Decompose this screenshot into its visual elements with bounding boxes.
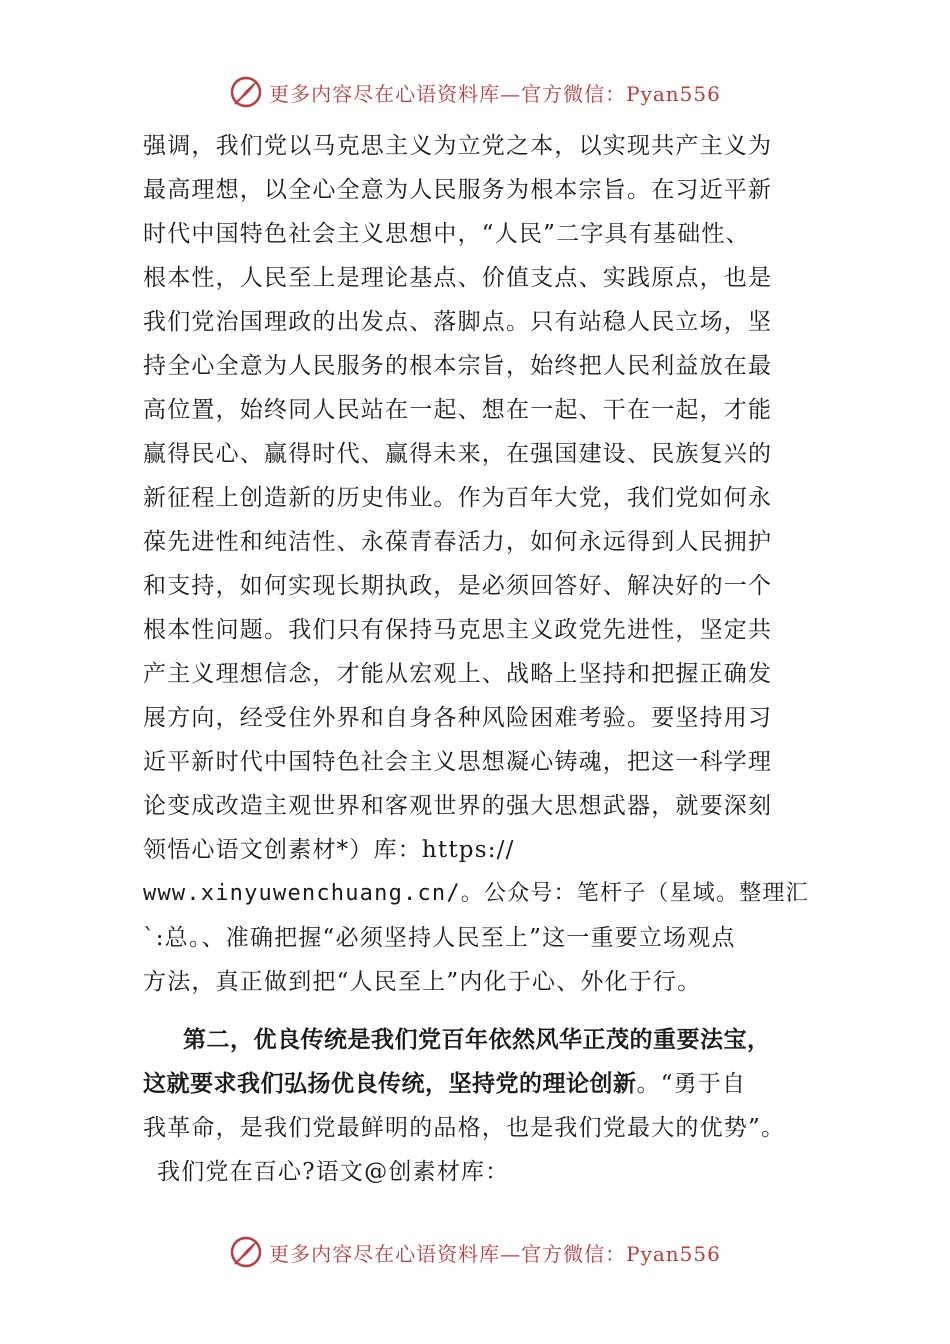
watermark-url-line: www.xinyuwenchuang.cn/。公众号：笔杆子（星域。整理汇 [143, 881, 809, 906]
text-line: 和支持，如何实现长期执政，是必须回答好、解决好的一个 [143, 573, 773, 599]
mixed-line [143, 1062, 823, 1106]
document-body [143, 124, 823, 1194]
text-line: 新征程上创造新的历史伟业。作为百年大党，我们党如何永 [143, 485, 773, 511]
text-line: 方法，真正做到把“人民至上”内化于心、外化于行。 [143, 969, 702, 995]
text-line: 根本性，人民至上是理论基点、价值支点、实践原点，也是 [143, 265, 773, 291]
text-line: 高位置，始终同人民站在一起、想在一起、干在一起，才能 [143, 397, 773, 423]
text-line: 产主义理想信念，才能从宏观上、战略上坚持和把握正确发 [143, 661, 773, 687]
text-line: 展方向，经受住外界和自身各种风险困难考验。要坚持用习 [143, 705, 773, 731]
header-banner [0, 70, 950, 114]
text-line: 近平新时代中国特色社会主义思想凝心铸魂，把这一科学理 [143, 749, 773, 775]
paragraph-1 [143, 124, 823, 1004]
paragraph-2 [143, 1018, 823, 1194]
text-line: 最高理想，以全心全意为人民服务为根本宗旨。在习近平新 [143, 177, 773, 203]
banner-text: 更多内容尽在心语资料库—官方微信：Pyan556 [269, 81, 721, 106]
bold-heading-line: 第二，优良传统是我们党百年依然风华正茂的重要法宝， [183, 1027, 771, 1053]
text-line: 时代中国特色社会主义思想中，“人民”二字具有基础性、 [143, 221, 750, 247]
text-line: 葆先进性和纯洁性、永葆青春活力，如何永远得到人民拥护 [143, 529, 773, 555]
text-line: `:总。、准确把握“必须坚持人民至上”这一重要立场观点 [143, 925, 736, 951]
bold-heading-text: 这就要求我们弘扬优良传统，坚持党的理论创新 [143, 1071, 637, 1097]
quote-start-text: 。“勇于自 [636, 1071, 747, 1097]
text-line: 赢得民心、赢得时代、赢得未来，在强国建设、民族复兴的 [143, 441, 773, 467]
text-line: 论变成改造主观世界和客观世界的强大思想武器，就要深刻 [143, 793, 773, 819]
text-line: 我革命，是我们党最鲜明的品格，也是我们党最大的优势”。 [143, 1115, 786, 1141]
text-line: 持全心全意为人民服务的根本宗旨，始终把人民利益放在最 [143, 353, 773, 379]
text-line: 强调，我们党以马克思主义为立党之本，以实现共产主义为 [143, 133, 773, 159]
footer-banner [0, 1230, 950, 1274]
quill-logo-icon [229, 1235, 263, 1269]
text-line: 我们党治国理政的出发点、落脚点。只有站稳人民立场，坚 [143, 309, 773, 335]
quill-logo-icon [229, 75, 263, 109]
banner-text: 更多内容尽在心语资料库—官方微信：Pyan556 [269, 1241, 721, 1266]
watermark-line: 领悟心语文创素材*）库：https:// [143, 837, 515, 863]
watermark-line: 我们党在百心?语文@创素材库： [157, 1159, 510, 1185]
text-line: 根本性问题。我们只有保持马克思主义政党先进性，坚定共 [143, 617, 773, 643]
